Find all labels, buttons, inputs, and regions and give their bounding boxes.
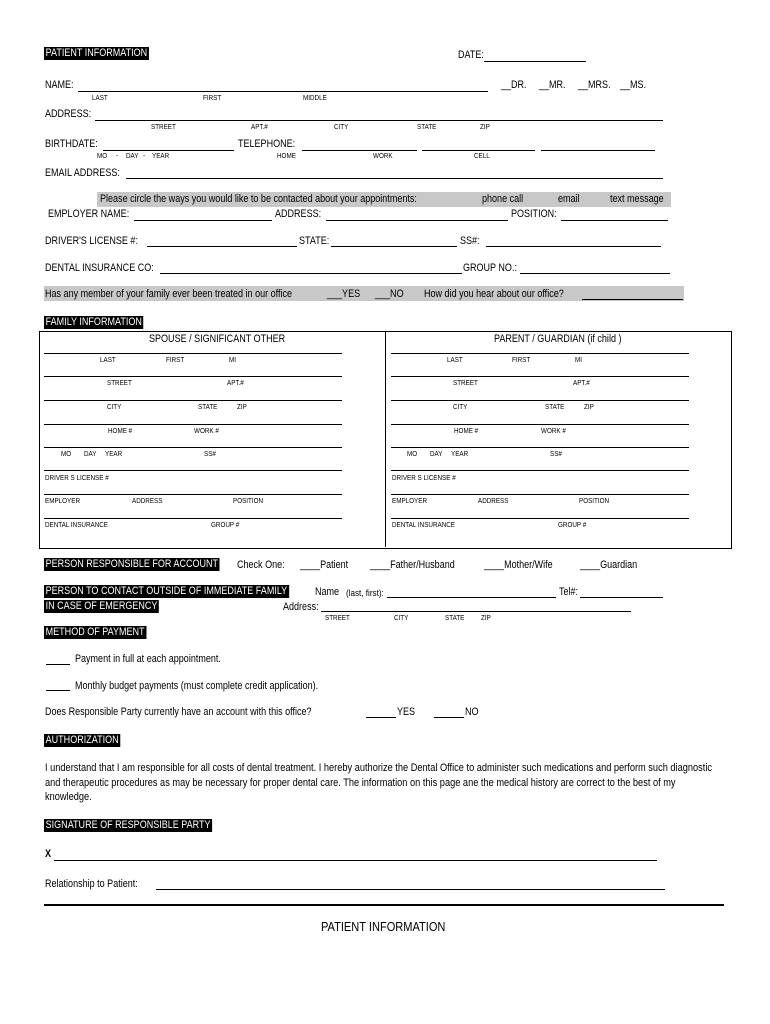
guardian-sub-dental: DENTAL INSURANCE (392, 522, 456, 529)
family-header: FAMILY INFORMATION (45, 316, 142, 328)
birth-sub-day: DAY (126, 153, 139, 160)
footer-divider (44, 904, 724, 906)
emergency-sub-city: CITY (394, 615, 409, 622)
authorization-header: AUTHORIZATION (45, 734, 119, 746)
responsible-option-guardian[interactable]: ____Guardian (580, 559, 638, 571)
responsible-option-mother[interactable]: ____Mother/Wife (484, 559, 553, 571)
license-label: DRIVER'S LICENSE #: (45, 235, 138, 247)
position-field[interactable] (561, 220, 668, 221)
phone-sub-cell: CELL (474, 153, 490, 160)
signature-header: SIGNATURE OF RESPONSIBLE PARTY (45, 819, 211, 831)
phone-sub-home: HOME (277, 153, 296, 160)
payment-header: METHOD OF PAYMENT (45, 626, 145, 638)
email-label: EMAIL ADDRESS: (45, 167, 120, 179)
guardian-sub-city: CITY (453, 404, 468, 411)
insurance-label: DENTAL INSURANCE CO: (45, 262, 154, 274)
birth-sub-year: YEAR (152, 153, 170, 160)
spouse-sub-position: POSITION (233, 498, 264, 505)
guardian-sub-mo: MO (407, 451, 418, 458)
guardian-sub-work: WORK # (541, 428, 566, 435)
guardian-title: PARENT / GUARDIAN (if child ) (494, 333, 622, 345)
account-yes-label: YES (397, 706, 416, 718)
guardian-sub-state: STATE (545, 404, 565, 411)
relationship-field[interactable] (156, 889, 665, 890)
employer-address-label: ADDRESS: (275, 208, 322, 220)
date-label: DATE: (458, 49, 484, 61)
phone-sub-work: WORK (373, 153, 393, 160)
spouse-sub-employer: EMPLOYER (45, 498, 81, 505)
spouse-sub-mi: MI (229, 357, 237, 364)
birthdate-label: BIRTHDATE: (45, 138, 98, 150)
signature-field[interactable] (54, 860, 657, 861)
guardian-phone-field[interactable] (391, 424, 689, 425)
spouse-sub-dental: DENTAL INSURANCE (45, 522, 109, 529)
contact-pref-text: Please circle the ways you would like to be contacted about your appointments: (100, 193, 417, 205)
ss-label: SS#: (460, 235, 480, 247)
state-label: STATE: (299, 235, 330, 247)
title-dr[interactable]: __DR. (501, 79, 527, 91)
spouse-street-field[interactable] (44, 376, 342, 377)
family-treated-no[interactable]: ___NO (375, 288, 404, 300)
signature-x: X (45, 848, 52, 860)
payment-monthly-checkbox[interactable] (46, 690, 70, 691)
address-sub-city: CITY (334, 124, 349, 131)
title-mrs[interactable]: __MRS. (578, 79, 611, 91)
employer-address-field[interactable] (326, 220, 508, 221)
guardian-sub-position: POSITION (579, 498, 610, 505)
spouse-sub-city: CITY (107, 404, 122, 411)
account-no-label: NO (465, 706, 479, 718)
authorization-text: I understand that I am responsible for all costs of dental treatment. I hereby authorize the Dental Office to administer such medications and perform such diagnostic and therapeutic procedures as may be necessary for proper dental care. The information on this page ane the medical history are correct to the best of my knowledge. (45, 762, 713, 803)
guardian-sub-last: LAST (447, 357, 463, 364)
guardian-city-field[interactable] (391, 400, 689, 401)
spouse-name-field[interactable] (44, 353, 342, 354)
spouse-sub-home: HOME # (108, 428, 133, 435)
spouse-sub-work: WORK # (194, 428, 219, 435)
spouse-sub-group: GROUP # (211, 522, 240, 529)
spouse-sub-day: DAY (84, 451, 97, 458)
payment-full-checkbox[interactable] (46, 664, 70, 665)
position-label: POSITION: (511, 208, 557, 220)
guardian-sub-license: DRIVER S LICENSE # (392, 475, 456, 482)
birthdate-field[interactable] (103, 150, 234, 151)
responsible-option-patient[interactable]: ____Patient (300, 559, 349, 571)
guardian-street-field[interactable] (391, 376, 689, 377)
family-treated-yes[interactable]: ___YES (327, 288, 361, 300)
responsible-header: PERSON RESPONSIBLE FOR ACCOUNT (45, 558, 219, 570)
emergency-name-label: Name (315, 586, 340, 598)
date-field[interactable] (484, 61, 586, 62)
address-sub-apt: APT.# (251, 124, 268, 131)
contact-option-phone[interactable]: phone call (482, 193, 524, 205)
ss-field[interactable] (486, 246, 661, 247)
hear-about-field[interactable] (582, 299, 683, 300)
guardian-sub-mi: MI (575, 357, 583, 364)
guardian-insurance-field[interactable] (391, 518, 689, 519)
state-field[interactable] (331, 246, 457, 247)
emergency-sub-street: STREET (325, 615, 350, 622)
phone-home-field[interactable] (302, 150, 417, 151)
emergency-sub-state: STATE (445, 615, 465, 622)
guardian-dob-field[interactable] (391, 447, 689, 448)
guardian-sub-day: DAY (430, 451, 443, 458)
address-label: ADDRESS: (45, 108, 92, 120)
guardian-sub-home: HOME # (454, 428, 479, 435)
group-no-field[interactable] (520, 273, 670, 274)
spouse-sub-year: YEAR (105, 451, 123, 458)
spouse-sub-state: STATE (198, 404, 218, 411)
emergency-name-hint: (last, first): (346, 588, 384, 598)
guardian-sub-address: ADDRESS (478, 498, 509, 505)
name-field[interactable] (78, 91, 488, 92)
family-divider (385, 331, 386, 547)
license-field[interactable] (147, 246, 297, 247)
emergency-header-line2: IN CASE OF EMERGENCY (45, 600, 158, 612)
address-field[interactable] (95, 120, 663, 121)
address-sub-street: STREET (151, 124, 176, 131)
group-no-label: GROUP NO.: (463, 262, 517, 274)
birth-sub-dash1: - (116, 153, 119, 160)
hear-about-question: How did you hear about our office? (424, 288, 564, 300)
address-sub-zip: ZIP (480, 124, 490, 131)
footer-title: PATIENT INFORMATION (321, 919, 446, 934)
spouse-title: SPOUSE / SIGNIFICANT OTHER (149, 333, 286, 345)
spouse-sub-mo: MO (61, 451, 72, 458)
spouse-sub-license: DRIVER S LICENSE # (45, 475, 109, 482)
spouse-insurance-field[interactable] (44, 518, 342, 519)
guardian-sub-group: GROUP # (558, 522, 587, 529)
birth-sub-dash2: - (143, 153, 146, 160)
guardian-sub-zip: ZIP (584, 404, 594, 411)
guardian-sub-ss: SS# (550, 451, 562, 458)
guardian-sub-apt: APT.# (573, 380, 590, 387)
spouse-sub-first: FIRST (166, 357, 185, 364)
contact-option-text[interactable]: text message (610, 193, 664, 205)
address-sub-state: STATE (417, 124, 437, 131)
telephone-label: TELEPHONE: (238, 138, 296, 150)
emergency-sub-zip: ZIP (481, 615, 491, 622)
spouse-city-field[interactable] (44, 400, 342, 401)
spouse-license-field[interactable] (44, 470, 342, 471)
account-yes-blank[interactable] (366, 717, 396, 718)
name-sub-middle: MIDDLE (303, 95, 327, 102)
emergency-header-line1: PERSON TO CONTACT OUTSIDE OF IMMEDIATE FAMILY (45, 585, 288, 597)
guardian-employer-field[interactable] (391, 494, 689, 495)
spouse-phone-field[interactable] (44, 424, 342, 425)
spouse-sub-zip: ZIP (237, 404, 247, 411)
account-question: Does Responsible Party currently have an account with this office? (45, 706, 312, 718)
emergency-address-field[interactable] (321, 611, 631, 612)
employer-field[interactable] (134, 220, 272, 221)
emergency-name-field[interactable] (387, 597, 556, 598)
email-field[interactable] (126, 178, 663, 179)
spouse-sub-address: ADDRESS (132, 498, 163, 505)
insurance-field[interactable] (160, 273, 462, 274)
check-one-label: Check One: (237, 559, 285, 571)
guardian-sub-year: YEAR (451, 451, 469, 458)
emergency-tel-field[interactable] (580, 597, 663, 598)
phone-cell-field[interactable] (541, 150, 655, 151)
title-mr[interactable]: __MR. (539, 79, 566, 91)
account-no-blank[interactable] (434, 717, 464, 718)
employer-label: EMPLOYER NAME: (48, 208, 130, 220)
guardian-license-field[interactable] (391, 470, 689, 471)
spouse-employer-field[interactable] (44, 494, 342, 495)
form-title: PATIENT INFORMATION (45, 47, 148, 59)
guardian-sub-street: STREET (453, 380, 478, 387)
name-sub-last: LAST (92, 95, 108, 102)
contact-option-email[interactable]: email (558, 193, 580, 205)
guardian-sub-employer: EMPLOYER (392, 498, 428, 505)
guardian-sub-first: FIRST (512, 357, 531, 364)
family-treated-question: Has any member of your family ever been treated in our office (45, 288, 293, 300)
responsible-option-father[interactable]: ____Father/Husband (370, 559, 455, 571)
spouse-sub-street: STREET (107, 380, 132, 387)
name-sub-first: FIRST (203, 95, 222, 102)
spouse-sub-last: LAST (100, 357, 116, 364)
relationship-label: Relationship to Patient: (45, 878, 138, 890)
spouse-sub-ss: SS# (204, 451, 216, 458)
emergency-address-label: Address: (283, 601, 319, 613)
spouse-dob-field[interactable] (44, 447, 342, 448)
birth-sub-mo: MO (97, 153, 108, 160)
emergency-tel-label: Tel#: (559, 586, 579, 598)
payment-monthly-label: Monthly budget payments (must complete credit application). (75, 680, 319, 692)
phone-work-field[interactable] (422, 150, 535, 151)
guardian-name-field[interactable] (391, 353, 689, 354)
name-label: NAME: (45, 79, 74, 91)
payment-full-label: Payment in full at each appointment. (75, 653, 221, 665)
spouse-sub-apt: APT.# (227, 380, 244, 387)
title-ms[interactable]: __MS. (620, 79, 647, 91)
